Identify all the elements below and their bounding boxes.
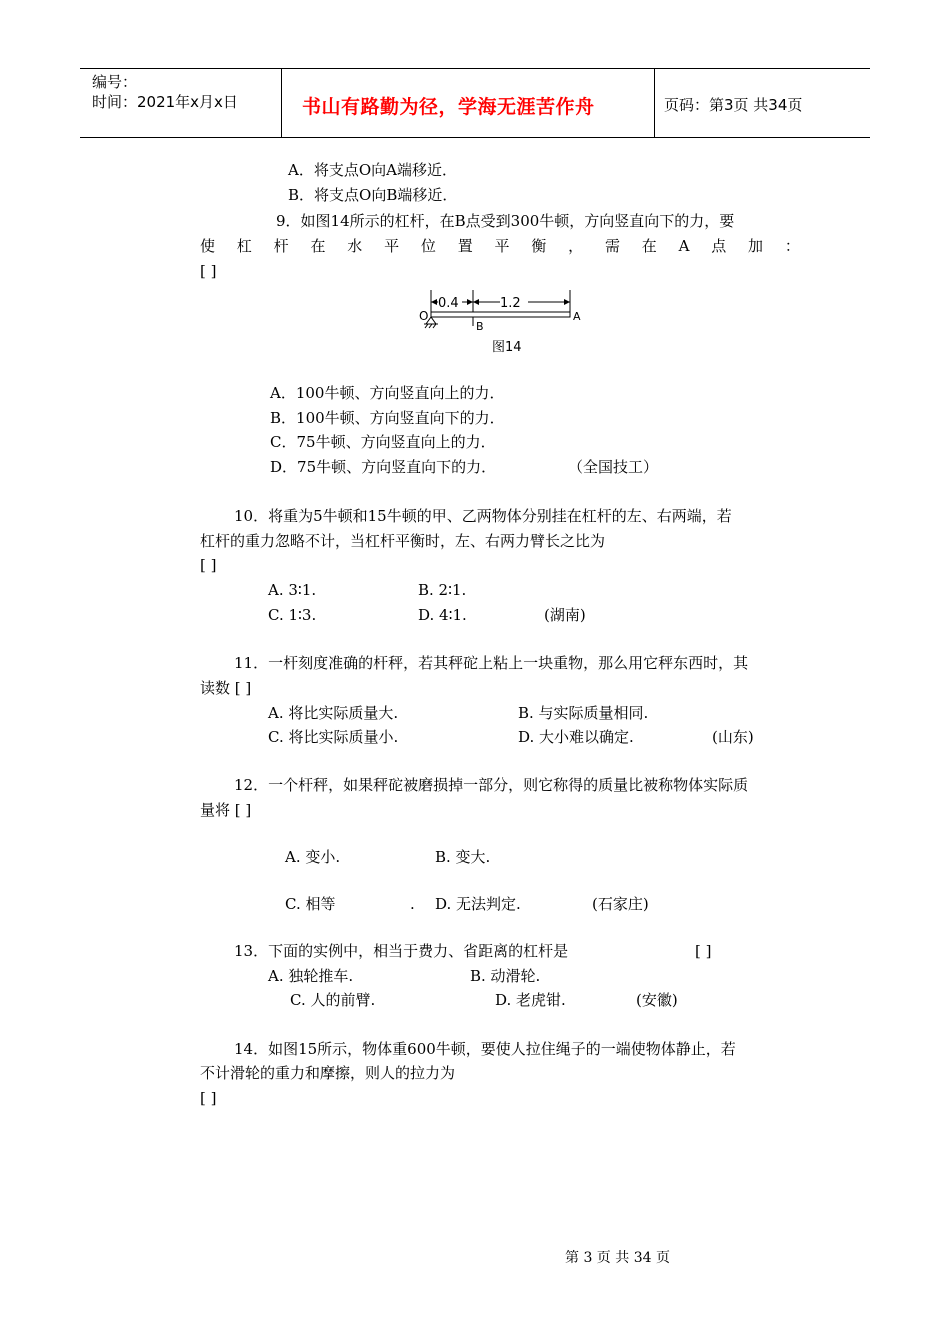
q14-bracket: [ ] bbox=[200, 1089, 217, 1107]
q11-option-a: A. 将比实际质量大. bbox=[268, 704, 399, 722]
q9-char: 水 bbox=[347, 237, 363, 255]
q10-option-d: D. 4∶1. bbox=[418, 606, 467, 624]
pivot-hatch bbox=[429, 324, 432, 328]
q14-stem-line2: 不计滑轮的重力和摩擦，则人的拉力为 bbox=[200, 1064, 456, 1082]
label-b: B bbox=[476, 320, 484, 333]
q11-stem-line1: 11．一杆刻度准确的杆秤，若其秤砣上粘上一块重物，那么用它秤东西时，其 bbox=[234, 654, 749, 672]
q9-option-c: C．75牛顿、方向竖直向上的力． bbox=[270, 433, 496, 451]
q10-bracket: [ ] bbox=[200, 556, 217, 574]
q11-source: (山东) bbox=[712, 728, 754, 746]
q12-option-c-dot: . bbox=[410, 895, 415, 913]
q13-option-d: D. 老虎钳. bbox=[495, 991, 566, 1009]
q12-option-a: A. 变小. bbox=[285, 848, 341, 866]
q9-char: 位 bbox=[420, 237, 436, 255]
arrow-right-a bbox=[564, 299, 570, 305]
q11-option-d: D. 大小难以确定. bbox=[518, 728, 634, 746]
q12-option-c: C. 相等 bbox=[285, 895, 336, 913]
q8-option-b: B．将支点O向B端移近． bbox=[288, 186, 458, 204]
header-divider-2 bbox=[654, 69, 655, 137]
q9-option-d: D．75牛顿、方向竖直向下的力． bbox=[270, 458, 497, 476]
page-footer: 第 3 页 共 34 页 bbox=[565, 1250, 670, 1266]
q9-option-b: B．100牛顿、方向竖直向下的力． bbox=[270, 409, 505, 427]
q10-stem-line1: 10．将重为5牛顿和15牛顿的甲、乙两物体分别挂在杠杆的左、右两端，若 bbox=[234, 507, 732, 525]
q9-char: 加 bbox=[748, 237, 764, 255]
q10-option-c: C. 1∶3. bbox=[268, 606, 317, 624]
q9-char: A bbox=[678, 237, 690, 255]
q12-stem-line2: 量将 [ ] bbox=[200, 801, 252, 819]
q9-option-a: A．100牛顿、方向竖直向上的力． bbox=[270, 384, 505, 402]
serial-label: 编号： bbox=[92, 73, 138, 91]
lever-bar bbox=[431, 312, 570, 317]
q9-char: 衡 bbox=[531, 237, 547, 255]
label-a: A bbox=[573, 310, 581, 323]
header-motto: 书山有路勤为径，学海无涯苦作舟 bbox=[302, 96, 595, 118]
dim-label-right: 1.2 bbox=[500, 296, 521, 311]
q9-char: 平 bbox=[384, 237, 400, 255]
dim-label-left: 0.4 bbox=[438, 296, 459, 311]
q9-char: 需 bbox=[604, 237, 620, 255]
figure-caption: 图14 bbox=[492, 340, 522, 355]
q9-char: 平 bbox=[494, 237, 510, 255]
q9-stem-line1: 9．如图14所示的杠杆，在B点受到300牛顿，方向竖直向下的力，要 bbox=[276, 212, 735, 230]
q10-source: (湖南) bbox=[544, 606, 586, 624]
q9-char: 杆 bbox=[273, 237, 289, 255]
q9-source: （全国技工） bbox=[568, 458, 659, 476]
q9-char: 点 bbox=[711, 237, 727, 255]
arrow-left-o bbox=[431, 299, 437, 305]
q9-stem-line2 bbox=[200, 236, 800, 256]
q9-char: 置 bbox=[457, 237, 473, 255]
q13-option-a: A. 独轮推车. bbox=[268, 967, 354, 985]
q13-source: (安徽) bbox=[636, 991, 678, 1009]
q11-option-c: C. 将比实际质量小. bbox=[268, 728, 399, 746]
q12-source: (石家庄) bbox=[592, 895, 649, 913]
date-label: 时间：2021年x月x日 bbox=[92, 93, 238, 111]
q13-option-c: C. 人的前臂. bbox=[290, 991, 376, 1009]
q12-option-d: D. 无法判定. bbox=[435, 895, 521, 913]
q12-stem-line1: 12．一个杆秤，如果秤砣被磨损掉一部分，则它称得的质量比被称物体实际质 bbox=[234, 776, 749, 794]
q13-stem: 13．下面的实例中，相当于费力、省距离的杠杆是 bbox=[234, 942, 569, 960]
q13-bracket: [ ] bbox=[695, 942, 712, 960]
pivot-hatch bbox=[433, 324, 436, 328]
arrow-left-b bbox=[467, 299, 473, 305]
q9-bracket: [ ] bbox=[200, 262, 217, 280]
q11-option-b: B. 与实际质量相同. bbox=[518, 704, 649, 722]
q9-char: 在 bbox=[641, 237, 657, 255]
q13-option-b: B. 动滑轮. bbox=[470, 967, 541, 985]
pivot-hatch bbox=[425, 324, 428, 328]
q11-stem-line2: 读数 [ ] bbox=[200, 679, 252, 697]
figure-14-lever bbox=[416, 284, 596, 356]
header-divider-1 bbox=[281, 69, 282, 137]
q14-stem-line1: 14．如图15所示，物体重600牛顿，要使人拉住绳子的一端使物体静止，若 bbox=[234, 1040, 736, 1058]
q9-char: 杠 bbox=[236, 237, 252, 255]
q9-char: 在 bbox=[310, 237, 326, 255]
q9-char: ： bbox=[784, 237, 800, 255]
header-page-label: 页码：第3页 共34页 bbox=[664, 96, 803, 114]
q10-option-b: B. 2∶1. bbox=[418, 581, 467, 599]
page-header bbox=[80, 68, 870, 138]
q8-option-a: A．将支点O向A端移近． bbox=[288, 161, 457, 179]
q10-option-a: A. 3∶1. bbox=[268, 581, 317, 599]
q10-stem-line2: 杠杆的重力忽略不计，当杠杆平衡时，左、右两力臂长之比为 bbox=[200, 532, 606, 550]
label-o: O bbox=[419, 309, 429, 323]
q12-option-b: B. 变大. bbox=[435, 848, 491, 866]
arrow-right-b bbox=[473, 299, 479, 305]
q9-char: ， bbox=[568, 237, 584, 255]
q9-char: 使 bbox=[200, 237, 216, 255]
